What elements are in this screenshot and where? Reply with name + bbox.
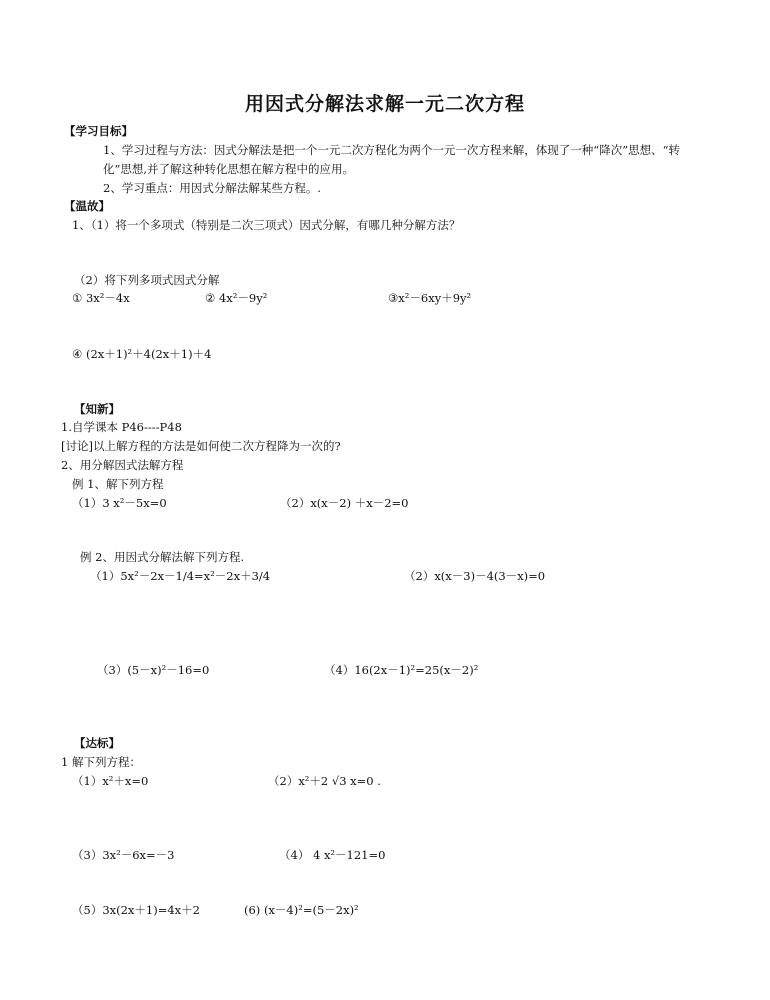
practice-eq-6: (6) (x－4)²=(5－2x)² (244, 903, 359, 917)
practice-instruction: 1 解下列方程： (61, 755, 141, 769)
practice-eq-2: （2）x²＋2 √3 x=0 . (268, 774, 381, 788)
example-2-heading: 例 2、用因式分解法解下列方程. (80, 550, 245, 564)
example-1-eq-1: （1）3 x²－5x=0 (72, 496, 167, 510)
goal-item-1: 1、学习过程与方法：因式分解法是把一个一元二次方程化为两个一元一次方程来解，体现了一种“降次”思想、“转化”思想,并了解这种转化思想在解方程中的应用。 (103, 143, 680, 176)
example-1-heading: 例 1、解下列方程 (72, 477, 164, 491)
practice-eq-5: （5）3x(2x＋1)=4x＋2 (72, 903, 200, 917)
example-2-eq-2: （2）x(x－3)－4(3－x)=0 (404, 569, 546, 583)
example-1-eq-2: （2）x(x－2) ＋x－2=0 (280, 496, 409, 510)
example-2-eq-1: （1）5x²－2x－1/4=x²－2x＋3/4 (90, 569, 271, 583)
page-title: 用因式分解法求解一元二次方程 (244, 93, 525, 115)
polynomial-3: ③x²－6xy＋9y² (388, 291, 472, 305)
example-2-eq-4: （4）16(2x－1)²=25(x－2)² (324, 663, 479, 677)
polynomial-1: ① 3x²－4x (72, 291, 130, 305)
practice-eq-4: （4） 4 x²－121=0 (279, 848, 386, 862)
example-2-eq-3: （3）(5－x)²－16=0 (97, 663, 210, 677)
section-heading-practice: 【达标】 (74, 736, 120, 750)
section-heading-goals: 【学习目标】 (64, 124, 133, 138)
goal-item-2: 2、学习重点：用因式分解法解某些方程。. (103, 181, 321, 195)
polynomial-2: ② 4x²－9y² (205, 291, 268, 305)
method-heading: 2、用分解因式法解方程 (61, 458, 184, 472)
section-heading-new: 【知新】 (74, 402, 120, 416)
polynomial-4: ④ (2x＋1)²＋4(2x＋1)＋4 (72, 347, 212, 361)
discussion-line: [讨论]以上解方程的方法是如何使二次方程降为一次的? (61, 439, 341, 453)
practice-eq-3: （3）3x²－6x=－3 (72, 848, 175, 862)
section-heading-review: 【温故】 (64, 199, 110, 213)
review-question-2: （2）将下列多项式因式分解 (74, 273, 220, 287)
practice-eq-1: （1）x²＋x=0 (72, 774, 149, 788)
self-study-line: 1.自学课本 P46----P48 (61, 420, 182, 434)
review-question-1: 1、（1）将一个多项式（特别是二次三项式）因式分解，有哪几种分解方法？ (72, 218, 461, 232)
